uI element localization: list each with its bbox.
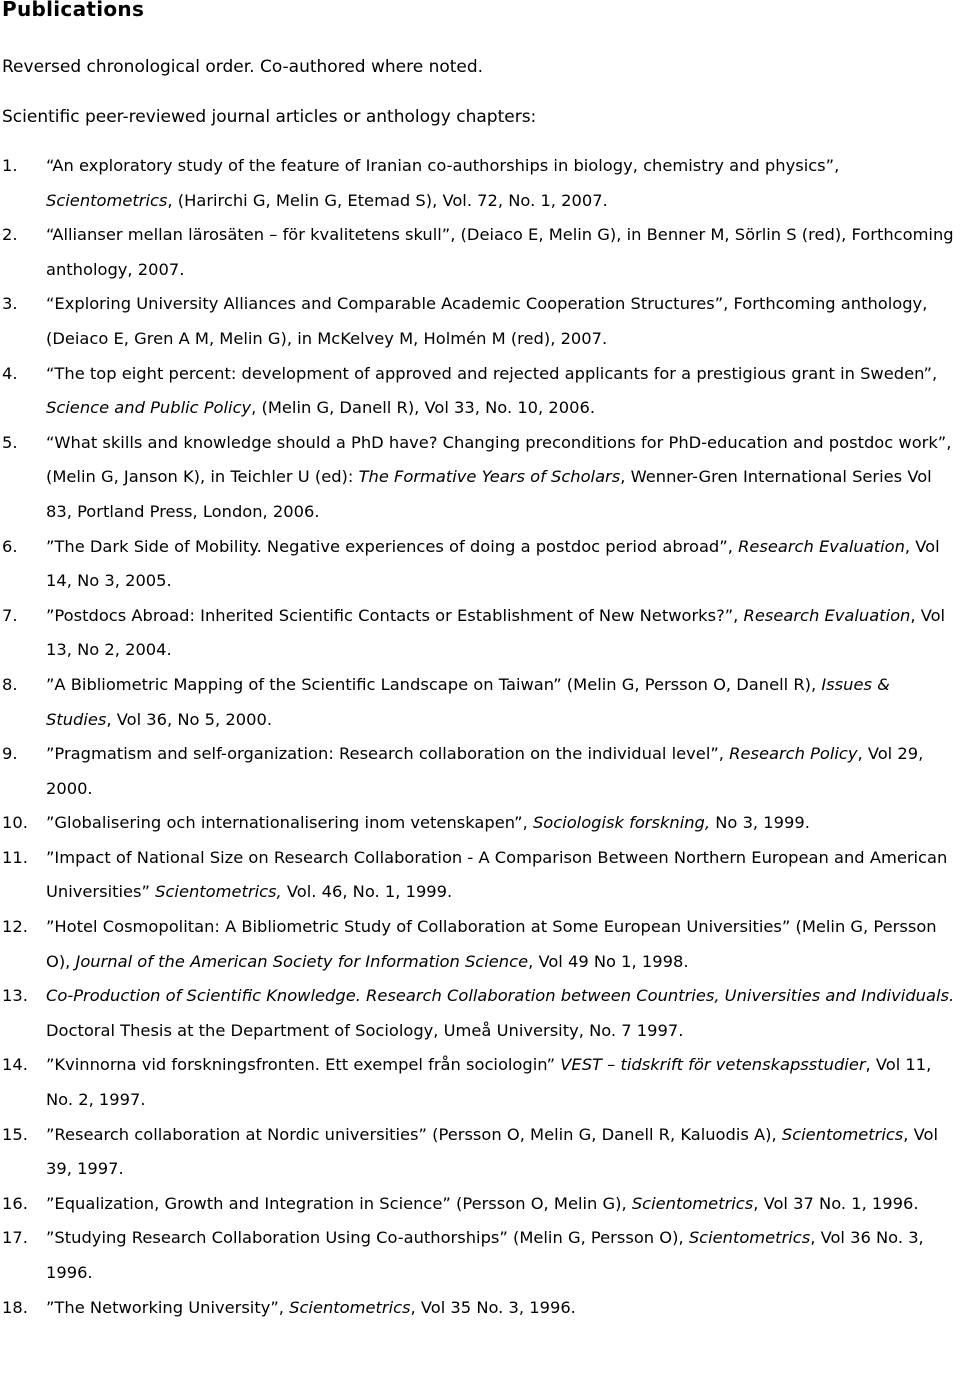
publication-item [0, 599, 960, 668]
citation-italic-segment: Sociologisk forskning, [532, 813, 711, 833]
citation-italic-segment: Scientometrics [289, 1297, 411, 1317]
citation-segment: , Vol 14, No 3, 2005. [46, 536, 940, 591]
publication-number: 16. [2, 1193, 28, 1213]
citation-italic-segment: Research Evaluation [738, 536, 905, 556]
citation-segment: ”The Dark Side of Mobility. Negative experiences of doing a postdoc period abroad”, [46, 536, 739, 556]
publication-citation [46, 357, 960, 426]
citation-segment: “An exploratory study of the feature of Iranian co-authorships in biology, chemistry and physics”, [46, 156, 840, 175]
publication-citation [46, 910, 960, 979]
citation-segment: ”Studying Research Collaboration Using Co-authorships” (Melin G, Persson O), [46, 1228, 689, 1248]
publication-item [0, 530, 960, 599]
citation-segment: ”The Networking University”, [46, 1297, 290, 1317]
publication-item [0, 668, 960, 737]
page-title: Publications [2, 0, 145, 21]
citation-italic-segment: The Formative Years of Scholars [358, 467, 621, 487]
citation-segment: ”Globalisering och internationalisering inom vetenskapen”, [46, 813, 533, 833]
citation-italic-segment: Research Policy [729, 744, 858, 764]
publication-citation [46, 599, 960, 668]
citation-segment: , Wenner-Gren International Series Vol 83, Portland Press, London, 2006. [46, 467, 932, 521]
publication-item [0, 1291, 960, 1326]
citation-italic-segment: Co-Production of Scientific Knowledge. Research Collaboration between Countries, Universities and Individuals. [46, 986, 955, 1006]
citation-segment: , Vol 36 No. 3, 1996. [46, 1228, 924, 1282]
publication-item [0, 357, 960, 426]
citation-segment: , (Harirchi G, Melin G, Etemad S), Vol. 72, No. 1, 2007. [167, 190, 608, 210]
citation-segment: , Vol 29, 2000. [46, 744, 924, 798]
citation-segment: ”Research collaboration at Nordic universities” (Persson O, Melin G, Danell R, Kaluodis A), [46, 1124, 782, 1144]
publication-number: 4. [2, 363, 18, 383]
publication-item [0, 1187, 960, 1222]
publication-number: 15. [2, 1124, 28, 1144]
publication-citation [46, 1187, 960, 1222]
publication-citation [46, 218, 960, 287]
publication-number: 1. [2, 156, 18, 175]
citation-segment: , Vol 35 No. 3, 1996. [410, 1297, 576, 1317]
publication-number: 13. [2, 986, 28, 1006]
publication-item [0, 426, 960, 530]
publication-list [0, 149, 960, 1325]
publication-number: 14. [2, 1055, 28, 1075]
citation-italic-segment: Issues & Studies [46, 674, 890, 729]
citation-segment: ”Equalization, Growth and Integration in Science” (Persson O, Melin G), [46, 1193, 632, 1213]
publication-citation [46, 1291, 960, 1326]
publication-citation [46, 979, 960, 1048]
citation-segment: , Vol 37 No. 1, 1996. [753, 1193, 919, 1213]
publication-item [0, 979, 960, 1048]
citation-segment: “What skills and knowledge should a PhD have? Changing preconditions for PhD-education and postdoc work”, (Melin G, Janson K), in Teichler U (ed): [46, 432, 952, 487]
publication-number: 5. [2, 432, 18, 452]
citation-segment: , Vol 13, No 2, 2004. [46, 605, 946, 660]
citation-italic-segment: Scientometrics [781, 1124, 904, 1144]
publication-number: 2. [2, 225, 18, 245]
publication-item [0, 1048, 960, 1117]
publication-item [0, 806, 960, 841]
publication-item [0, 1118, 960, 1187]
citation-segment: ”Impact of National Size on Research Collaboration - A Comparison Between Northern European and American Universities” [46, 847, 948, 902]
publication-number: 7. [2, 605, 18, 625]
publication-item [0, 149, 960, 218]
citation-segment: Doctoral Thesis at the Department of Sociology, Umeå University, No. 7 1997. [46, 1020, 684, 1040]
publication-citation [46, 806, 960, 841]
citation-segment: No 3, 1999. [710, 813, 810, 833]
publication-citation [46, 1118, 960, 1187]
publication-citation [46, 668, 960, 737]
publication-citation [46, 1048, 960, 1117]
publication-number: 10. [2, 813, 28, 833]
publication-item [0, 841, 960, 910]
citation-segment: ”A Bibliometric Mapping of the Scientific Landscape on Taiwan” (Melin G, Persson O, Danell R), [46, 674, 822, 694]
citation-segment: Vol. 46, No. 1, 1999. [281, 882, 453, 902]
ordering-note: Reversed chronological order. Co-authored where noted. [2, 57, 484, 77]
citation-segment: ”Postdocs Abroad: Inherited Scientific Contacts or Establishment of New Networks?”, [46, 605, 744, 625]
citation-segment: ”Pragmatism and self-organization: Research collaboration on the individual level”, [46, 744, 730, 764]
citation-italic-segment: Research Evaluation [743, 605, 911, 625]
citation-italic-segment: VEST – tidskrift för vetenskapsstudier [560, 1055, 866, 1075]
publication-citation [46, 149, 960, 218]
publication-citation [46, 841, 960, 910]
citation-segment: ”Hotel Cosmopolitan: A Bibliometric Study of Collaboration at Some European Universities” (Melin G, Persson O), [46, 917, 937, 971]
publication-number: 8. [2, 674, 18, 694]
publication-citation [46, 737, 960, 806]
publication-number: 9. [2, 744, 18, 764]
publication-number: 18. [2, 1297, 28, 1317]
citation-segment: ”Kvinnorna vid forskningsfronten. Ett exempel från sociologin” [46, 1055, 561, 1075]
publication-number: 11. [2, 847, 28, 867]
citation-segment: , Vol 39, 1997. [46, 1124, 938, 1179]
citation-segment: , (Melin G, Danell R), Vol 33, No. 10, 2006. [251, 398, 596, 418]
citation-segment: , Vol 49 No 1, 1998. [528, 951, 689, 971]
citation-italic-segment: Scientometrics [688, 1228, 811, 1248]
citation-segment: , Vol 36, No 5, 2000. [106, 709, 272, 729]
citation-segment: “Allianser mellan lärosäten – för kvalitetens skull”, (Deiaco E, Melin G), in Benner M, Sörlin S (red), Forthcoming anthology, 2007. [46, 225, 954, 279]
category-heading: Scientific peer-reviewed journal articles or anthology chapters: [2, 107, 537, 127]
publication-item [0, 910, 960, 979]
citation-italic-segment: Scientometrics [631, 1193, 754, 1213]
publication-citation [46, 530, 960, 599]
publication-item [0, 1221, 960, 1290]
publication-citation [46, 287, 960, 356]
citation-italic-segment: Scientometrics [46, 190, 168, 210]
publication-number: 6. [2, 536, 18, 556]
citation-segment: “Exploring University Alliances and Comparable Academic Cooperation Structures”, Forthcoming anthology, (Deiaco E, Gren A M, Melin G), in McKelvey M, Holmén M (red), 2007. [46, 294, 928, 348]
publication-item [0, 218, 960, 287]
citation-italic-segment: Science and Public Policy [46, 398, 252, 418]
publication-number: 3. [2, 294, 18, 314]
publication-item [0, 287, 960, 356]
publication-item [0, 737, 960, 806]
citation-segment: “The top eight percent: development of approved and rejected applicants for a prestigious grant in Sweden”, [46, 363, 938, 383]
publication-citation [46, 1221, 960, 1290]
publication-citation [46, 426, 960, 530]
citation-italic-segment: Scientometrics, [155, 882, 282, 902]
citation-segment: , Vol 11, No. 2, 1997. [46, 1055, 932, 1110]
citation-italic-segment: Journal of the American Society for Information Science [75, 951, 529, 971]
publication-number: 12. [2, 917, 28, 937]
publication-number: 17. [2, 1228, 28, 1248]
